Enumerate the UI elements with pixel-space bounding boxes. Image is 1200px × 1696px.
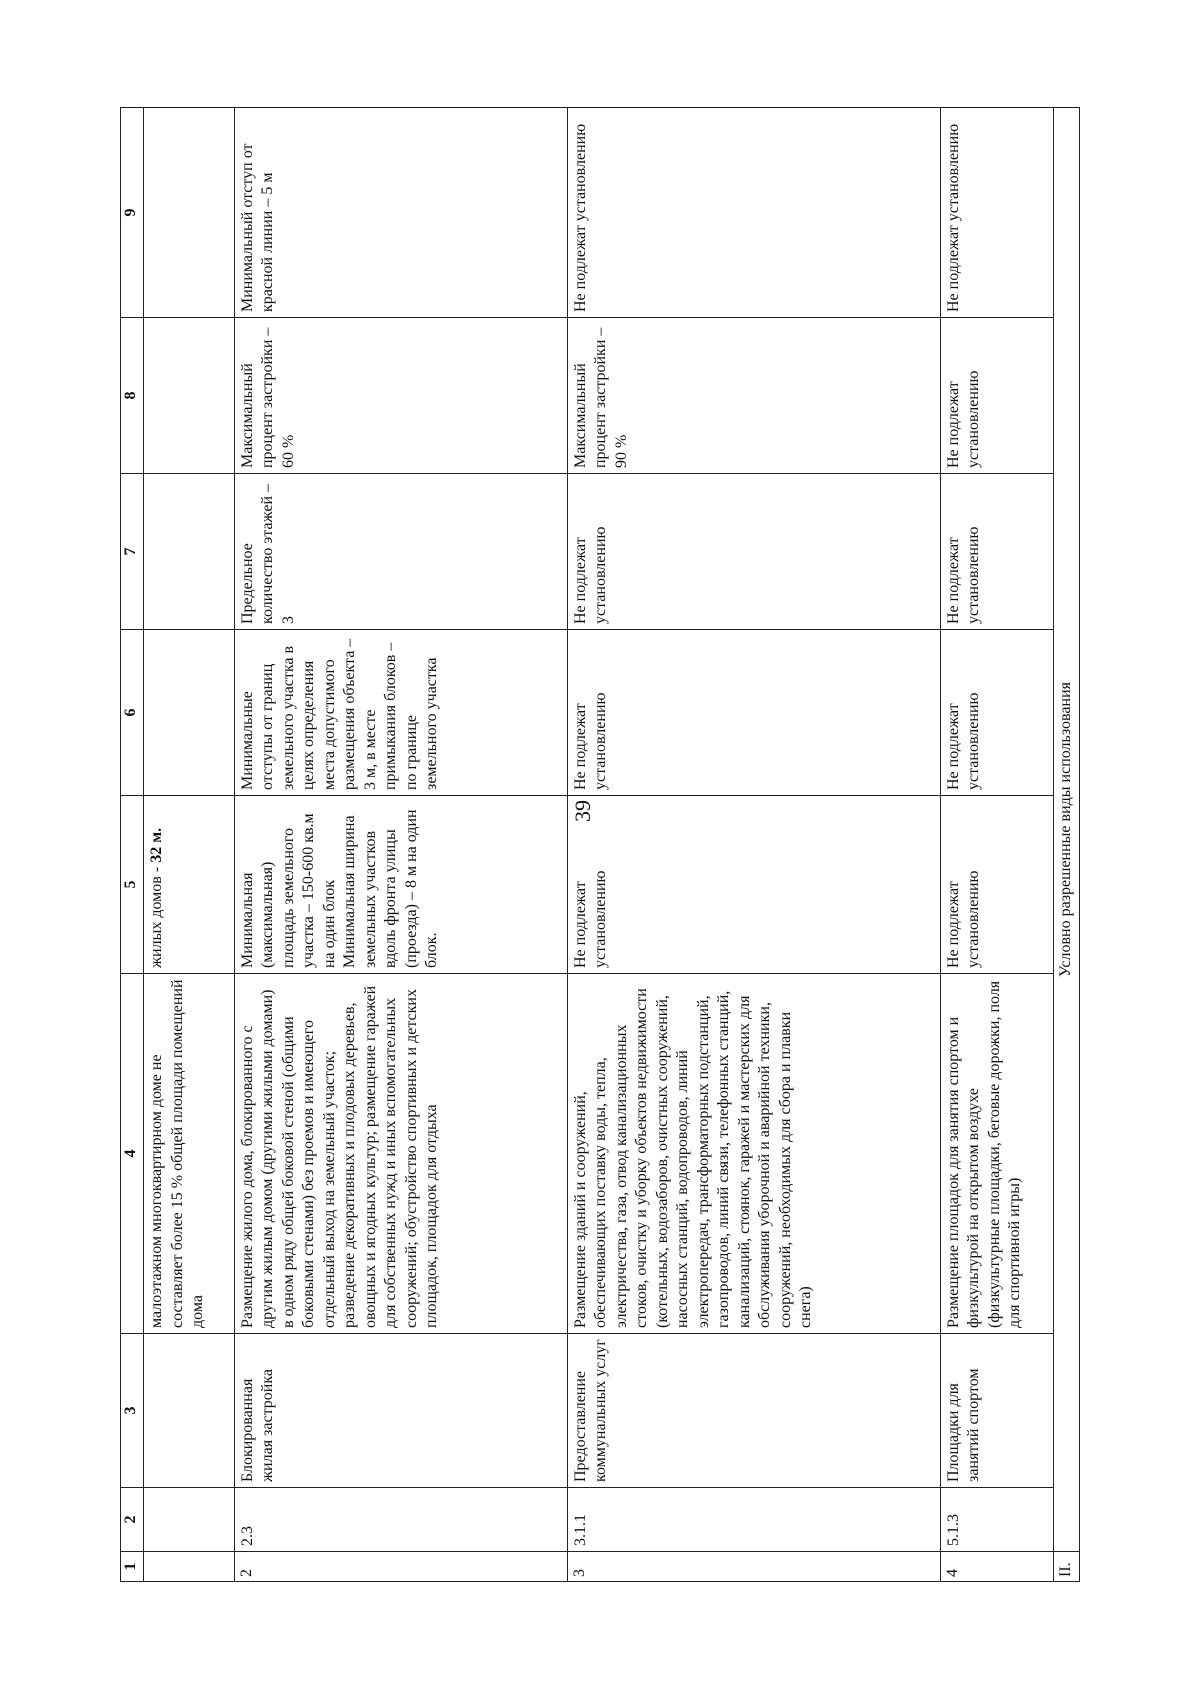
table-cell: [144, 1552, 235, 1582]
table-cell: 3.1.1: [567, 1488, 940, 1552]
table-cell: Не подлежат установлению: [567, 108, 940, 318]
table-cell: [144, 108, 235, 318]
table-cell: Блокированная жилая застройка: [234, 1334, 567, 1488]
table-cell: Не подлежат установлению: [567, 796, 940, 974]
table-cell: Не подлежат установлению: [940, 108, 1053, 318]
rotated-table-wrapper: [120, 108, 1080, 1582]
table-cell: 5.1.3: [940, 1488, 1053, 1552]
table-cell: [144, 1488, 235, 1552]
header-cell: 1: [121, 1552, 144, 1582]
table-cell: Минимальный отступ от красной линии – 5 м: [234, 108, 567, 318]
header-cell: 7: [121, 474, 144, 630]
header-cell: 5: [121, 796, 144, 974]
table-row: [234, 108, 567, 1582]
table-cell: Не подлежат установлению: [940, 474, 1053, 630]
table-cell: Не подлежат установлению: [567, 474, 940, 630]
table-row: [940, 108, 1053, 1582]
header-cell: 9: [121, 108, 144, 318]
table-cell: Не подлежат установлению: [940, 796, 1053, 974]
table-cell: малоэтажном многоквартирном доме не составляет более 15 % общей площади помещений дома: [144, 974, 235, 1334]
continuation-bold-text: 32 м.: [148, 827, 166, 863]
table-cell: Минимальные отступы от границ земельного участка в целях определения места допустимого размещения объекта – 3 м, в месте примыкания блоков – по границе земельного участка: [234, 630, 567, 796]
table-cell: [144, 796, 235, 974]
section-number: II.: [1053, 1552, 1079, 1582]
table-cell: Предельное количество этажей – 3: [234, 474, 567, 630]
section-row: [1053, 108, 1079, 1582]
table-cell: Не подлежат установлению: [940, 318, 1053, 474]
header-cell: 2: [121, 1488, 144, 1552]
header-cell: 6: [121, 630, 144, 796]
row-number: 2: [234, 1552, 567, 1582]
header-cell: 4: [121, 974, 144, 1334]
table-cell: Не подлежат установлению: [940, 630, 1053, 796]
header-cell: 3: [121, 1334, 144, 1488]
table-cell: Минимальная (максимальная) площадь земельного участка – 150-600 кв.м на один блок Минимальная ширина земельных участков вдоль фронта улицы (проезда) – 8 м на один блок.: [234, 796, 567, 974]
section-title: Условно разрешенные виды использования: [1053, 108, 1079, 1552]
table-row: [567, 108, 940, 1582]
header-row: [121, 108, 144, 1582]
table-cell: Максимальный процент застройки – 90 %: [567, 318, 940, 474]
table-cell: 2.3: [234, 1488, 567, 1552]
table-cell: [144, 318, 235, 474]
table-cell: Размещение зданий и сооружений, обеспечивающих поставку воды, тепла, электричества, газа, отвод канализационных стоков, очистку и уборку объектов недвижимости (котельных, водозаборов, очистных сооружений, насосных станций, водопроводов, линий электропередач, трансформаторных подстанций, газопроводов, линий связи, телефонных станций, канализаций, стоянок, гаражей и мастерских для обслуживания уборочной и аварийной техники, сооружений, необходимых для сбора и плавки снега): [567, 974, 940, 1334]
table-cell: Размещение площадок для занятия спортом и физкультурой на открытом воздухе (физкультурные площадки, беговые дорожки, поля для спортивной игры): [940, 974, 1053, 1334]
row-number: 3: [567, 1552, 940, 1582]
page-number: 39: [570, 800, 595, 822]
row-number: 4: [940, 1552, 1053, 1582]
table-cell: [144, 1334, 235, 1488]
header-cell: 8: [121, 318, 144, 474]
continuation-row: [144, 108, 235, 1582]
table-cell: Предоставление коммунальных услуг: [567, 1334, 940, 1488]
table-cell: Размещение жилого дома, блокированного с другим жилым домом (другими жилыми домами) в одном ряду общей боковой стеной (общими боковыми стенами) без проемов и имеющего отдельный выход на земельный участок; разведение декоративных и плодовых деревьев, овощных и ягодных культур; размещение гаражей для собственных нужд и иных вспомогательных сооружений; обустройство спортивных и детских площадок, площадок для отдыха: [234, 974, 567, 1334]
land-use-table: [120, 107, 1080, 1582]
continuation-text: жилых домов -: [148, 862, 166, 968]
table-cell: Максимальный процент застройки – 60 %: [234, 318, 567, 474]
table-cell: [144, 474, 235, 630]
table-cell: Площадки для занятий спортом: [940, 1334, 1053, 1488]
table-cell: [144, 630, 235, 796]
table-cell: Не подлежат установлению: [567, 630, 940, 796]
